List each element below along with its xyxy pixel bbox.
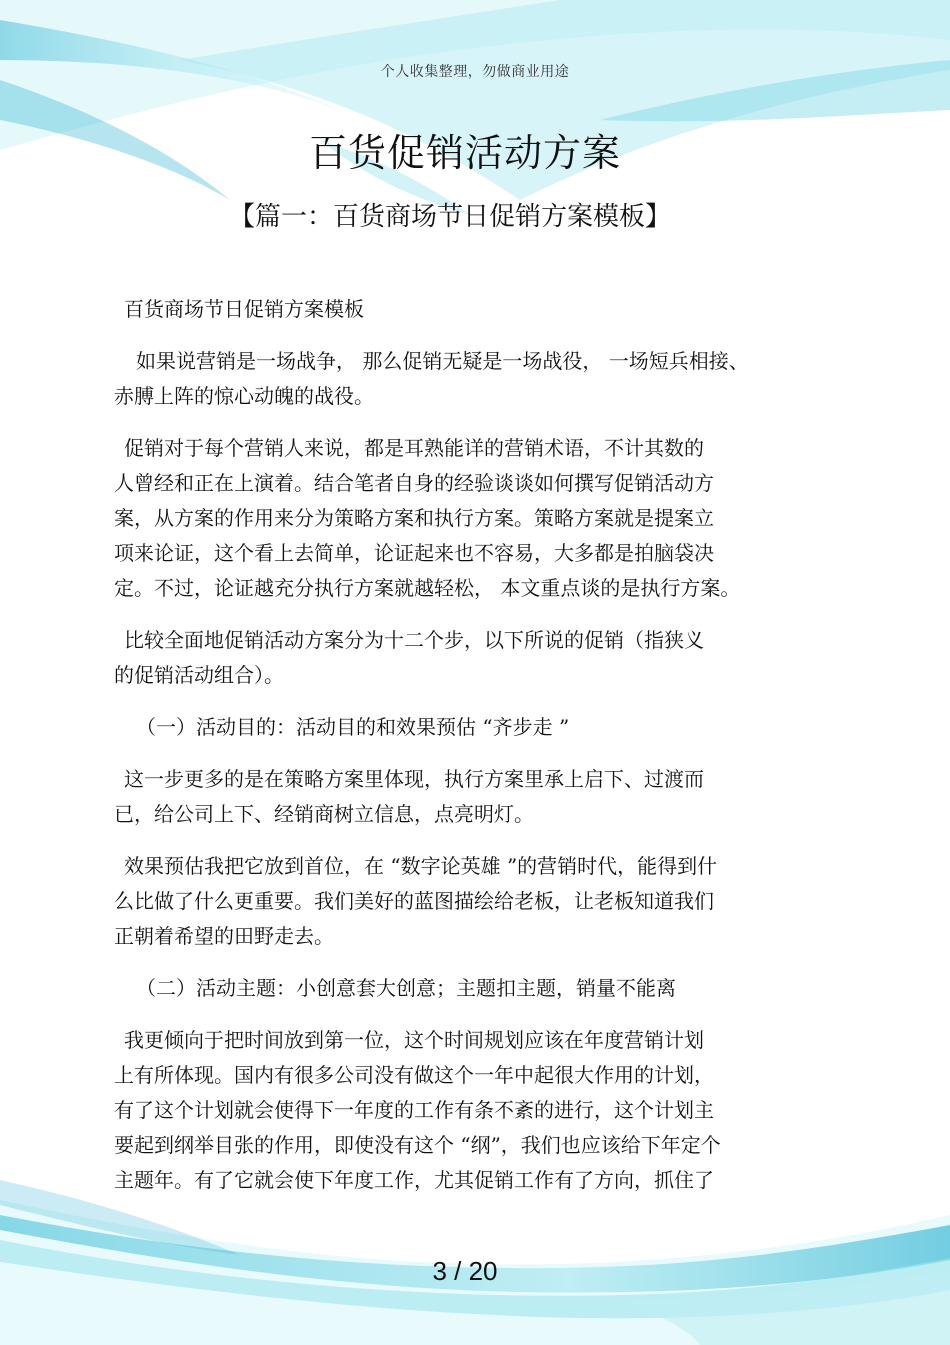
paragraph [114,1023,826,1198]
text-line: 促销对于每个营销人来说，都是耳熟能详的营销术语，不计其数的 [124,436,704,460]
text-line: （一）活动目的：活动目的和效果预估 “齐步走 ” [136,715,570,739]
text-line: 已，给公司上下、经销商树立信息，点亮明灯。 [114,802,534,826]
text-line: 人曾经和正在上演着。结合笔者自身的经验谈谈如何撰写促销活动方 [114,471,714,495]
paragraph [114,623,826,693]
text-line: 有了这个计划就会使得下一年度的工作有条不紊的进行，这个计划主 [114,1098,714,1122]
text-line: 要起到纲举目张的作用，即使没有这个 “纲”，我们也应该给下年定个 [114,1133,721,1157]
body-text [114,292,826,1215]
text-line: （二）活动主题：小创意套大创意；主题扣主题，销量不能离 [136,976,676,1000]
paragraph [114,849,826,954]
page-number: 3 / 20 [432,1256,498,1286]
header-watermark: 个人收集整理，勿做商业用途 [380,64,570,80]
document-title: 百货促销活动方案 [308,131,621,175]
text-line: 我更倾向于把时间放到第一位，这个时间规划应该在年度营销计划 [124,1028,704,1052]
text-line: 这一步更多的是在策略方案里体现，执行方案里承上启下、过渡而 [124,767,704,791]
text-line: 的促销活动组合）。 [114,663,284,687]
text-line: 么比做了什么更重要。我们美好的蓝图描绘给老板，让老板知道我们 [114,889,714,913]
text-line: 效果预估我把它放到首位，在 “数字论英雄 ”的营销时代，能得到什 [124,854,718,878]
text-line: 项来论证，这个看上去简单，论证起来也不容易，大多都是拍脑袋决 [114,541,714,565]
text-line: 正朝着希望的田野走去。 [114,924,334,948]
paragraph [114,292,826,327]
paragraph [114,431,826,606]
paragraph [114,710,826,745]
text-line: 比较全面地促销活动方案分为十二个步，以下所说的促销（指狭义 [124,628,704,652]
text-line: 定。不过，论证越充分执行方案就越轻松， 本文重点谈的是执行方案。 [114,576,741,600]
section-title: 【篇一：百货商场节日促销方案模板】 [228,202,671,232]
text-line: 上有所体现。国内有很多公司没有做这个一年中起很大作用的计划， [114,1063,714,1087]
text-line: 如果说营销是一场战争， 那么促销无疑是一场战役， 一场短兵相接、 [136,349,749,373]
paragraph [114,762,826,832]
text-line: 主题年。有了它就会使下年度工作，尤其促销工作有了方向，抓住了 [114,1168,714,1192]
paragraph [114,971,826,1006]
text-line: 案，从方案的作用来分为策略方案和执行方案。策略方案就是提案立 [114,506,714,530]
paragraph [114,344,826,414]
text-line: 赤膊上阵的惊心动魄的战役。 [114,384,374,408]
text-line: 百货商场节日促销方案模板 [124,297,364,321]
